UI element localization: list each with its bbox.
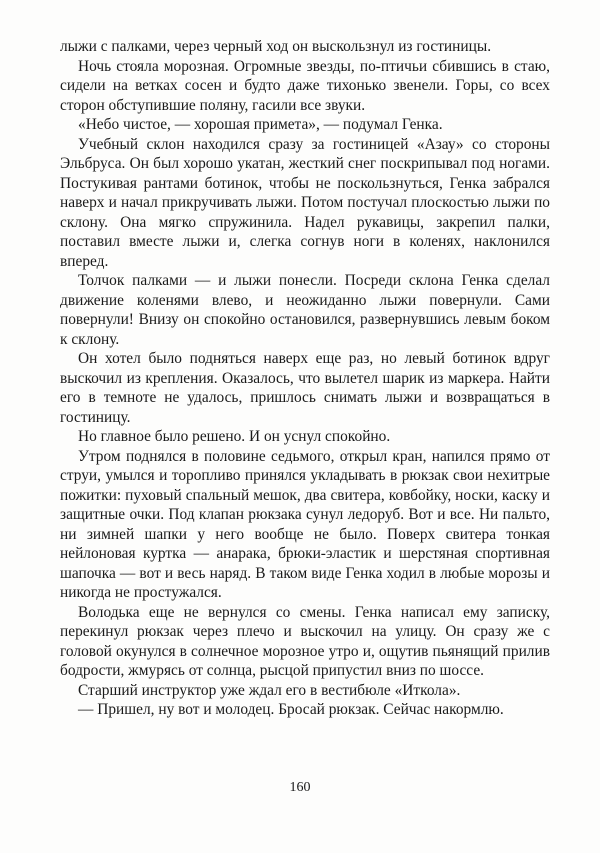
paragraph: Он хотел было подняться наверх еще раз, но левый ботинок вдруг выскочил из крепления. Оказалось, что вылетел шарик из маркера. Найти его в темноте не удалось, пришлось снимать лыжи и возвращаться в гостиницу. [60,350,550,426]
paragraph: Учебный склон находился сразу за гостиницей «Азау» со стороны Эльбруса. Он был хорошо укатан, жесткий снег поскрипывал под ногами. Постукивая рантами ботинок, чтобы не поскользнуться, Генка забрался наверх и начал прикручивать лыжи. Потом постучал плоскостью лыжи по склону. Она мягко спружинила. Надел рукавицы, закрепил палки, поставил вместе лыжи и, слегка согнув ноги в коленях, наклонился вперед. [60,135,550,270]
paragraph: Утром поднялся в половине седьмого, открыл кран, напился прямо от струи, умылся и торопливо принялся укладывать в рюкзак свои нехитрые пожитки: пуховый спальный мешок, два свитера, ковбойку, носки, каску и защитные очки. Под клапан рюкзака сунул ледоруб. Вот и все. Ни пальто, ни зимней шапки у него вообще не было. Поверх свитера тонкая нейлоновая куртка — анарака, брюки-эластик и шерстяная спортивная шапочка — вот и весь наряд. В таком виде Генка ходил в любые морозы и никогда не простужался. [60,447,550,601]
body-text [60,37,550,720]
paragraph: Володька еще не вернулся со смены. Генка написал ему записку, перекинул рюкзак через плечо и выскочил на улицу. Он сразу же с головой окунулся в солнечное морозное утро и, ощутив пьянящий прилив бодрости, жмурясь от солнца, рысцой припустил вниз по шоссе. [60,603,550,679]
paragraph: «Небо чистое, — хорошая примета», — подумал Генка. [78,116,443,133]
page-number: 160 [289,780,311,795]
paragraph: Толчок палками — и лыжи понесли. Посреди склона Генка сделал движение коленями влево, и неожиданно лыжи повернули. Сами повернули! Внизу он спокойно остановился, развернувшись левым боком к склону. [60,272,550,348]
paragraph: Ночь стояла морозная. Огромные звезды, по-птичьи сбившись в стаю, сидели на ветках сосен и будто даже тихонько звенели. Горы, со всех сторон обступившие поляну, гасили все звуки. [60,57,550,114]
paragraph: Но главное было решено. И он уснул спокойно. [78,428,391,445]
paragraph: Старший инструктор уже ждал его в вестибюле «Иткола». [78,681,461,699]
paragraph: лыжи с палками, через черный ход он выскользнул из гостиницы. [60,38,492,55]
paragraph: — Пришел, ну вот и молодец. Бросай рюкзак. Сейчас накормлю. [78,701,504,718]
